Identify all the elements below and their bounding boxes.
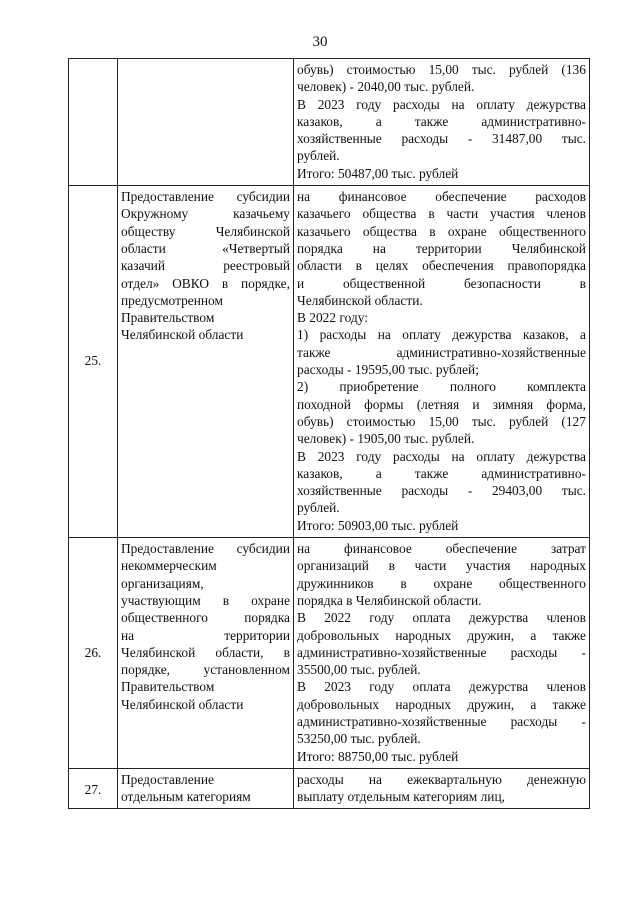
text-line: отдельным категориям	[121, 789, 251, 805]
text-line: области в целях обеспечения правопорядка	[297, 258, 586, 274]
text-line: В 2022 году оплата дежурства членов	[297, 610, 586, 626]
text-line: дружинников в охране общественного	[297, 575, 586, 591]
row-name-cell	[118, 59, 294, 186]
text-line: выплату отдельным категориям лиц,	[297, 789, 505, 805]
budget-table	[68, 58, 590, 809]
text-line: 2) приобретение полного комплекта	[297, 379, 586, 395]
text-line: В 2023 году расходы на оплату дежурства	[297, 96, 586, 112]
text-line: походной формы (летняя и зимняя форма,	[297, 396, 586, 412]
text-line: административно-хозяйственные расходы -	[297, 644, 586, 660]
text-line: Предоставление субсидии	[121, 189, 290, 205]
row-number-cell: 26.	[69, 538, 118, 769]
row-details-cell	[294, 538, 590, 769]
text-line: казачьего общества в охране общественного	[297, 223, 586, 239]
text-line: В 2023 году расходы на оплату дежурства	[297, 448, 586, 464]
text-line: порядке, установленном	[121, 662, 290, 678]
text-line: Итого: 50487,00 тыс. рублей	[297, 165, 459, 181]
text-line: хозяйственные расходы - 29403,00 тыс.	[297, 483, 586, 499]
text-line: обувь) стоимостью 15,00 тыс. рублей (127	[297, 413, 586, 429]
text-line: добровольных народных дружин, а также	[297, 696, 586, 712]
text-line: обувь) стоимостью 15,00 тыс. рублей (136	[297, 62, 586, 77]
text-line: рублей.	[297, 500, 340, 516]
text-line: Правительством	[121, 310, 215, 326]
text-line: на финансовое обеспечение расходов	[297, 189, 586, 205]
text-line: хозяйственные расходы - 31487,00 тыс.	[297, 131, 586, 147]
text-line: организациям,	[121, 575, 204, 591]
text-line: административно-хозяйственные расходы -	[297, 713, 586, 729]
text-line: организаций в части участия народных	[297, 558, 586, 574]
text-line: расходы на ежеквартальную денежную	[297, 771, 586, 787]
text-line: обществу Челябинской	[121, 223, 290, 239]
row-details-cell	[294, 59, 590, 186]
text-line: казаков, а также административно-	[297, 113, 586, 129]
text-line: порядка в Челябинской области.	[297, 592, 482, 608]
text-line: казачий реестровый	[121, 258, 290, 274]
text-line: общественного порядка	[121, 610, 290, 626]
text-line: В 2023 году оплата дежурства членов	[297, 679, 586, 695]
text-line: расходы - 19595,00 тыс. рублей;	[297, 362, 479, 378]
text-line: казаков, а также административно-	[297, 465, 586, 481]
text-line: порядка на территории Челябинской	[297, 240, 586, 256]
text-line: Челябинской области	[121, 327, 244, 343]
table-row	[69, 538, 590, 769]
table-row	[69, 59, 590, 186]
text-line: области «Четвертый	[121, 240, 290, 256]
row-name-cell	[118, 186, 294, 538]
text-line: Окружному казачьему	[121, 206, 290, 222]
text-line: 1) расходы на оплату дежурства казаков, а	[297, 327, 586, 343]
text-line: участвующим в охране	[121, 592, 290, 608]
text-line: человек) - 2040,00 тыс. рублей.	[297, 79, 475, 95]
text-line: Челябинской области, в	[121, 644, 290, 660]
text-line: Предоставление субсидии	[121, 541, 290, 557]
text-line: добровольных народных дружин, а также	[297, 627, 586, 643]
text-line: Итого: 50903,00 тыс. рублей	[297, 517, 459, 533]
text-line: 53250,00 тыс. рублей.	[297, 731, 421, 747]
text-line: Итого: 88750,00 тыс. рублей	[297, 748, 459, 764]
text-line: и общественной безопасности в	[297, 275, 586, 291]
row-name-cell	[118, 538, 294, 769]
text-line: рублей.	[297, 148, 340, 164]
text-line: отдел» ОВКО в порядке,	[121, 275, 290, 291]
text-line: на финансовое обеспечение затрат	[297, 541, 586, 557]
text-line: также административно-хозяйственные	[297, 344, 586, 360]
row-details-cell	[294, 768, 590, 809]
row-name-cell	[118, 768, 294, 809]
row-details-cell	[294, 186, 590, 538]
text-line: Предоставление	[121, 771, 214, 787]
table-row	[69, 768, 590, 809]
page-number: 30	[312, 34, 328, 50]
row-number-cell: 25.	[69, 186, 118, 538]
text-line: на территории	[121, 627, 290, 643]
text-line: предусмотренном	[121, 292, 223, 308]
table-row	[69, 186, 590, 538]
text-line: человек) - 1905,00 тыс. рублей.	[297, 431, 475, 447]
text-line: 35500,00 тыс. рублей.	[297, 662, 421, 678]
text-line: казачьего общества в части участия членов	[297, 206, 586, 222]
row-number-cell: 27.	[69, 768, 118, 809]
text-line: Челябинской области.	[297, 292, 423, 308]
text-line: Челябинской области	[121, 696, 244, 712]
text-line: некоммерческим	[121, 558, 217, 574]
row-number-cell	[69, 59, 118, 186]
text-line: Правительством	[121, 679, 215, 695]
text-line: В 2022 году:	[297, 310, 368, 326]
